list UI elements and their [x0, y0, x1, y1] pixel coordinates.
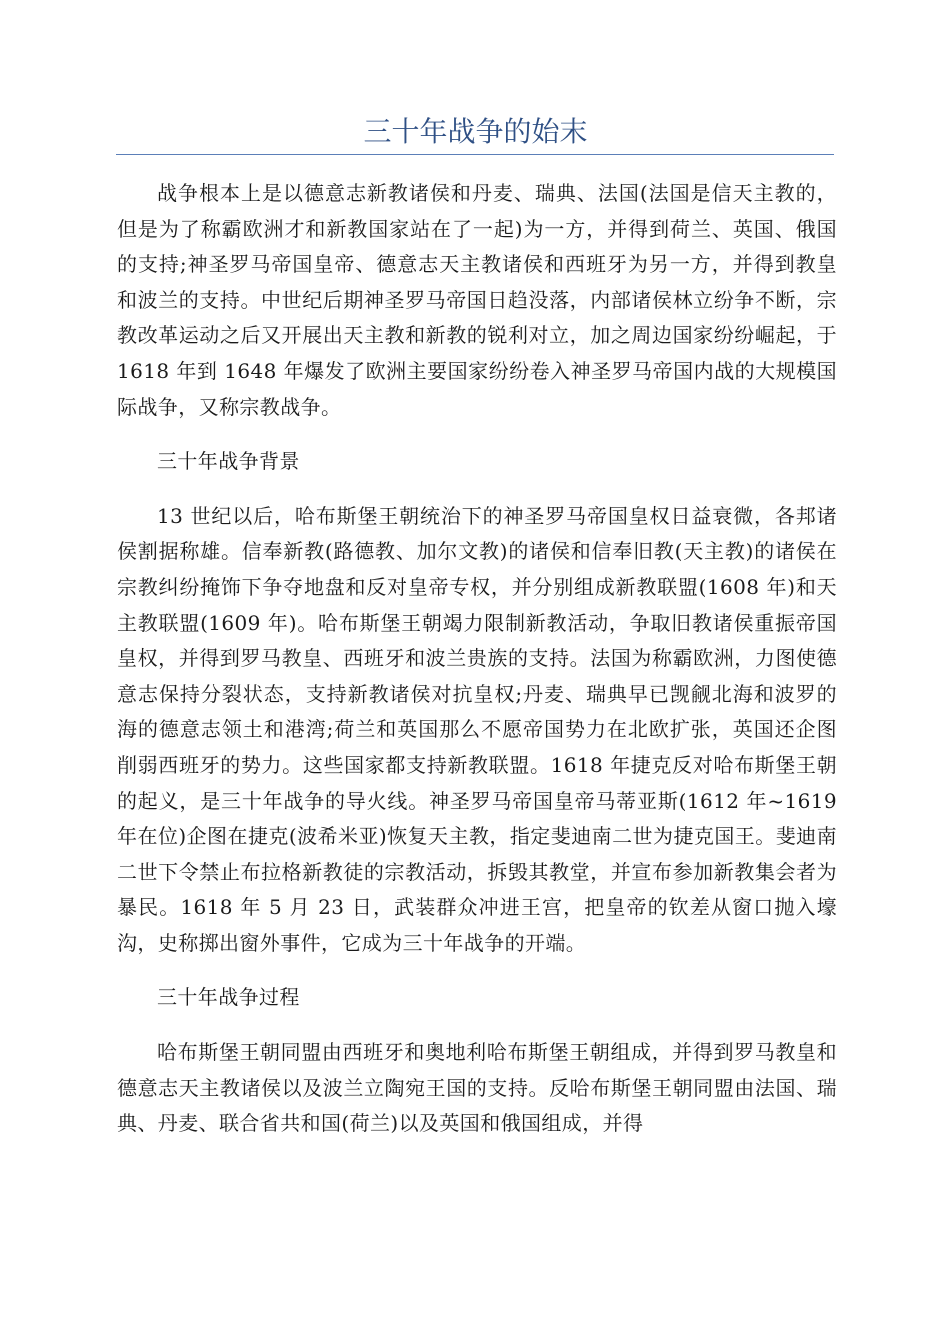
document-body: [117, 176, 837, 1161]
section-heading-background: 三十年战争背景: [157, 449, 300, 474]
paragraph-background: 13 世纪以后，哈布斯堡王朝统治下的神圣罗马帝国皇权日益衰微，各邦诸侯割据称雄。信奉新教(路德教、加尔文教)的诸侯和信奉旧教(天主教)的诸侯在宗教纠纷掩饰下争夺地盘和反对皇帝专权，并分别组成新教联盟(1608 年)和天主教联盟(1609 年)。哈布斯堡王朝竭力限制新教活动，争取旧教诸侯重振帝国皇权，并得到罗马教皇、西班牙和波兰贵族的支持。法国为称霸欧洲，力图使德意志保持分裂状态，支持新教诸侯对抗皇权;丹麦、瑞典早已觊觎北海和波罗的海的德意志领土和港湾;荷兰和英国那么不愿帝国势力在北欧扩张，英国还企图削弱西班牙的势力。这些国家都支持新教联盟。1618 年捷克反对哈布斯堡王朝的起义，是三十年战争的导火线。神圣罗马帝国皇帝马蒂亚斯(1612 年~1619 年在位)企图在捷克(波希米亚)恢复天主教，指定斐迪南二世为捷克国王。斐迪南二世下令禁止布拉格新教徒的宗教活动，拆毁其教堂，并宣布参加新教集会者为暴民。1618 年 5 月 23 日，武装群众冲进王宫，把皇帝的钦差从窗口抛入壕沟，史称掷出窗外事件，它成为三十年战争的开端。: [117, 503, 837, 955]
paragraph-process: 哈布斯堡王朝同盟由西班牙和奥地利哈布斯堡王朝组成，并得到罗马教皇和德意志天主教诸侯以及波兰立陶宛王国的支持。反哈布斯堡王朝同盟由法国、瑞典、丹麦、联合省共和国(荷兰)以及英国和俄国组成，并得: [117, 1040, 837, 1136]
document-title: 三十年战争的始末: [363, 115, 588, 148]
section-heading-process: 三十年战争过程: [157, 985, 300, 1010]
title-underline: [116, 154, 834, 155]
paragraph-intro: 战争根本上是以德意志新教诸侯和丹麦、瑞典、法国(法国是信天主教的，但是为了称霸欧洲才和新教国家站在了一起)为一方，并得到荷兰、英国、俄国的支持;神圣罗马帝国皇帝、德意志天主教诸侯和西班牙为另一方，并得到教皇和波兰的支持。中世纪后期神圣罗马帝国日趋没落，内部诸侯林立纷争不断，宗教改革运动之后又开展出天主教和新教的锐利对立，加之周边国家纷纷崛起，于 1618 年到 1648 年爆发了欧洲主要国家纷纷卷入神圣罗马帝国内战的大规模国际战争，又称宗教战争。: [117, 181, 837, 419]
